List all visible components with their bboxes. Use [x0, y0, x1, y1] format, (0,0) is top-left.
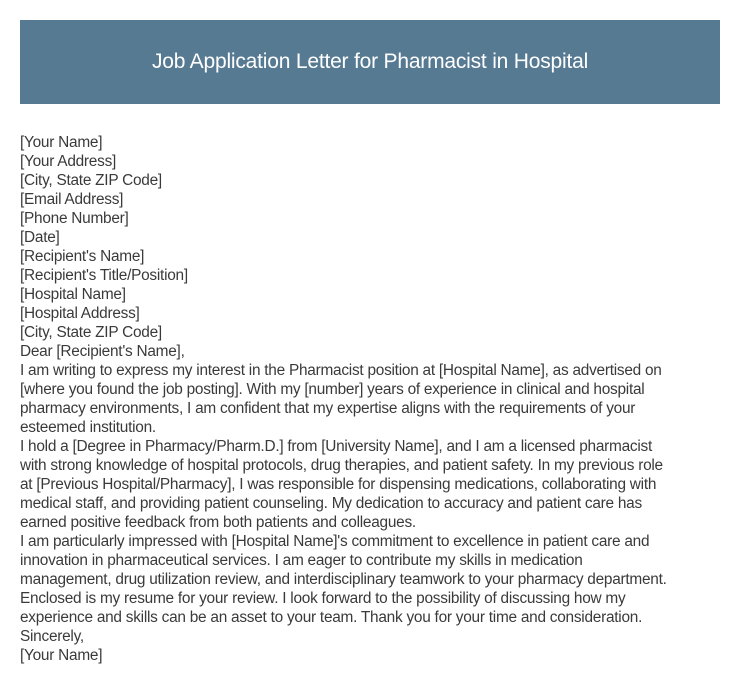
paragraph-line: experience and skills can be an asset to your team. Thank you for your time and consideration.: [20, 609, 643, 626]
recipient-name: [Recipient's Name]: [20, 248, 145, 265]
sender-city-state-zip: [City, State ZIP Code]: [20, 172, 162, 189]
paragraph-qualifications: [20, 437, 726, 532]
paragraph-line: medical staff, and providing patient counseling. My dedication to accuracy and patient care has: [20, 495, 642, 512]
letter-date: [Date]: [20, 229, 60, 246]
paragraph-line: pharmacy environments, I am confident that my expertise aligns with the requirements of your: [20, 400, 636, 417]
paragraph-line: I hold a [Degree in Pharmacy/Pharm.D.] from [University Name], and I am a licensed pharmacist: [20, 438, 652, 455]
page-title: Job Application Letter for Pharmacist in Hospital: [151, 50, 589, 73]
sender-address: [Your Address]: [20, 153, 117, 170]
paragraph-line: [where you found the job posting]. With my [number] years of experience in clinical and hospital: [20, 381, 645, 398]
paragraph-intro: [20, 361, 726, 437]
paragraph-line: innovation in pharmaceutical services. I am eager to contribute my skills in medication: [20, 552, 583, 569]
letter-body: [20, 133, 726, 665]
signature: [Your Name]: [20, 647, 103, 664]
recipient-hospital-address: [Hospital Address]: [20, 305, 140, 322]
sender-name: [Your Name]: [20, 134, 103, 151]
sender-block: [20, 133, 726, 247]
title-banner: [20, 20, 720, 104]
closing: Sincerely,: [20, 628, 84, 645]
paragraph-line: earned positive feedback from both patients and colleagues.: [20, 514, 416, 531]
paragraph-line: esteemed institution.: [20, 419, 156, 436]
sender-email: [Email Address]: [20, 191, 124, 208]
paragraph-line: with strong knowledge of hospital protocols, drug therapies, and patient safety. In my previous role: [20, 457, 663, 474]
paragraph-line: Enclosed is my resume for your review. I look forward to the possibility of discussing how my: [20, 590, 626, 607]
paragraph-motivation: [20, 532, 726, 627]
paragraph-line: at [Previous Hospital/Pharmacy], I was responsible for dispensing medications, collaborating with: [20, 476, 657, 493]
recipient-block: [20, 247, 726, 342]
salutation: Dear [Recipient's Name],: [20, 343, 185, 360]
paragraph-line: management, drug utilization review, and interdisciplinary teamwork to your pharmacy department.: [20, 571, 667, 588]
recipient-city-state-zip: [City, State ZIP Code]: [20, 324, 162, 341]
paragraph-line: I am writing to express my interest in the Pharmacist position at [Hospital Name], as advertised on: [20, 362, 662, 379]
recipient-title: [Recipient's Title/Position]: [20, 267, 188, 284]
paragraph-line: I am particularly impressed with [Hospital Name]'s commitment to excellence in patient care and: [20, 533, 650, 550]
sender-phone: [Phone Number]: [20, 210, 129, 227]
recipient-hospital-name: [Hospital Name]: [20, 286, 126, 303]
